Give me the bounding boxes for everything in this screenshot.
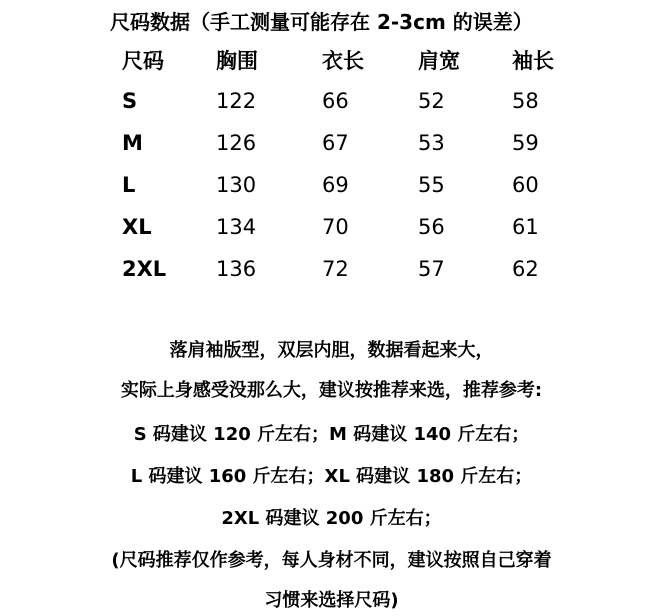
note-line: 2XL 码建议 200 斤左右； (221, 508, 442, 529)
shoulder-cell: 52 (418, 89, 445, 113)
length-cell: 70 (322, 215, 349, 239)
length-cell: 72 (322, 257, 349, 281)
note-line: 实际上身感受没那么大，建议按推荐来选，推荐参考: (120, 380, 543, 401)
sleeve-cell: 59 (512, 131, 539, 155)
shoulder-cell: 56 (418, 215, 445, 239)
shoulder-cell: 55 (418, 173, 445, 197)
size-cell: 2XL (122, 257, 167, 281)
header-shoulder: 肩宽 (418, 49, 460, 73)
header-length: 衣长 (322, 49, 364, 73)
table-row (0, 168, 663, 202)
header-size: 尺码 (122, 49, 164, 73)
note-line: S 码建议 120 斤左右；M 码建议 140 斤左右； (133, 424, 530, 445)
shoulder-cell: 53 (418, 131, 445, 155)
chest-cell: 122 (216, 89, 257, 113)
table-row (0, 126, 663, 160)
page-title: 尺码数据（手工测量可能存在 2-3cm 的误差） (110, 10, 533, 34)
sleeve-cell: 60 (512, 173, 539, 197)
note-line: 习惯来选择尺码) (264, 590, 399, 611)
note-line: L 码建议 160 斤左右；XL 码建议 180 斤左右； (130, 466, 533, 487)
shoulder-cell: 57 (418, 257, 445, 281)
sleeve-cell: 61 (512, 215, 539, 239)
table-row (0, 84, 663, 118)
chest-cell: 136 (216, 257, 257, 281)
size-cell: M (122, 131, 143, 155)
header-chest: 胸围 (216, 49, 258, 73)
header-sleeve: 袖长 (512, 49, 554, 73)
chest-cell: 126 (216, 131, 257, 155)
size-cell: S (122, 89, 138, 113)
length-cell: 67 (322, 131, 349, 155)
table-row (0, 252, 663, 286)
table-row (0, 210, 663, 244)
sleeve-cell: 62 (512, 257, 539, 281)
size-cell: XL (122, 215, 152, 239)
chest-cell: 130 (216, 173, 257, 197)
length-cell: 69 (322, 173, 349, 197)
note-line: 落肩袖版型，双层内胆，数据看起来大， (169, 340, 494, 361)
length-cell: 66 (322, 89, 349, 113)
chest-cell: 134 (216, 215, 257, 239)
note-line: (尺码推荐仅作参考，每人身材不同，建议按照自己穿着 (111, 550, 552, 571)
table-header-row (0, 44, 663, 78)
sleeve-cell: 58 (512, 89, 539, 113)
size-cell: L (122, 173, 136, 197)
